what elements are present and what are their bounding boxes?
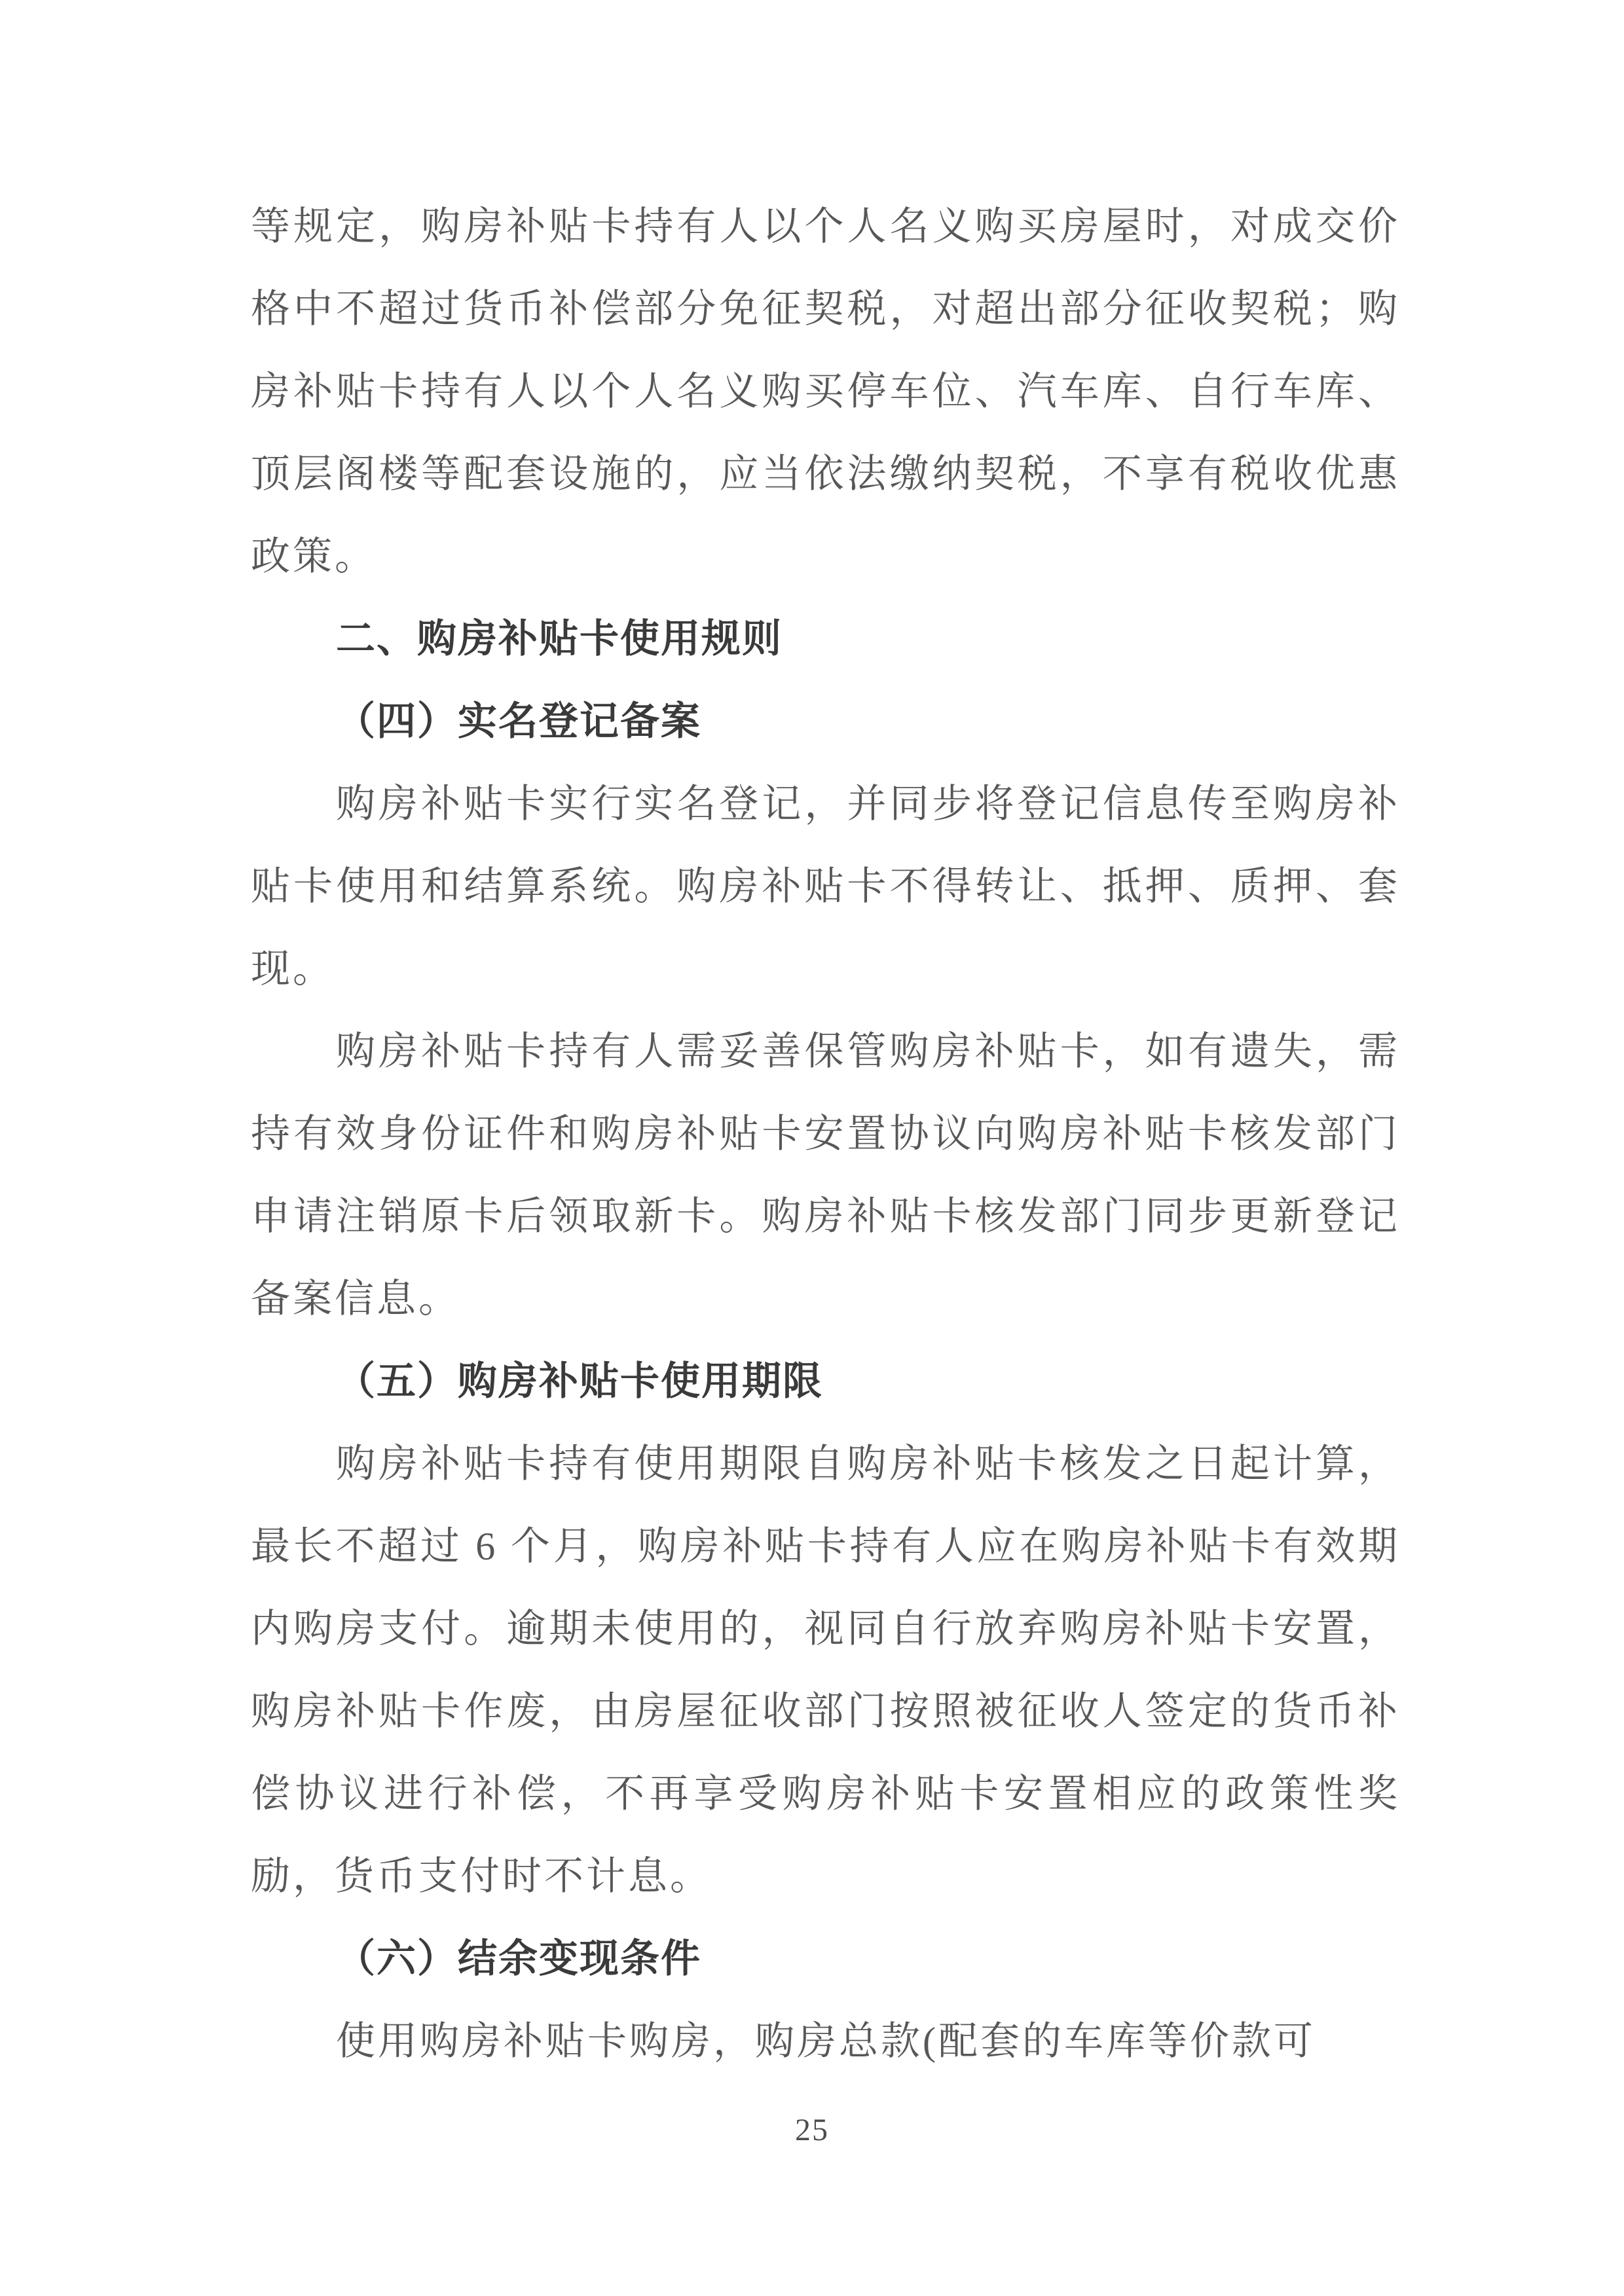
paragraph-registration-system: 购房补贴卡实行实名登记，并同步将登记信息传至购房补贴卡使用和结算系统。购房补贴卡不得转让、抵押、质押、套现。 (251, 782, 1400, 991)
page-number: 25 (795, 2113, 829, 2147)
subsection-heading-balance-cash-out-conditions: （六）结余变现条件 (336, 1937, 701, 1980)
paragraph-balance-cash-out-intro: 使用购房补贴卡购房，购房总款(配套的车库等价款可 (336, 2020, 1316, 2063)
section-heading-card-usage-rules: 二、购房补贴卡使用规则 (336, 617, 783, 661)
subsection-heading-real-name-registration: （四）实名登记备案 (336, 700, 701, 743)
subsection-heading-card-validity-period: （五）购房补贴卡使用期限 (336, 1360, 823, 1403)
page-footer (0, 2112, 1624, 2148)
paragraph-validity-period-rules: 购房补贴卡持有使用期限自购房补贴卡核发之日起计算，最长不超过 6 个月，购房补贴卡持有人应在购房补贴卡有效期内购房支付。逾期未使用的，视同自行放弃购房补贴卡安置，购房补贴卡作废，由房屋征收部门按照被征收人签定的货币补偿协议进行补偿，不再享受购房补贴卡安置相应的政策性奖励，货币支付时不计息。 (251, 1442, 1400, 1898)
document-body (251, 185, 1400, 2083)
paragraph-card-safekeeping: 购房补贴卡持有人需妥善保管购房补贴卡，如有遗失，需持有效身份证件和购房补贴卡安置协议向购房补贴卡核发部门申请注销原卡后领取新卡。购房补贴卡核发部门同步更新登记备案信息。 (251, 1030, 1400, 1321)
paragraph-deed-tax-rules: 等规定，购房补贴卡持有人以个人名义购买房屋时，对成交价格中不超过货币补偿部分免征契税，对超出部分征收契税；购房补贴卡持有人以个人名义购买停车位、汽车库、自行车库、顶层阁楼等配套设施的，应当依法缴纳契税，不享有税收优惠政策。 (251, 205, 1400, 578)
